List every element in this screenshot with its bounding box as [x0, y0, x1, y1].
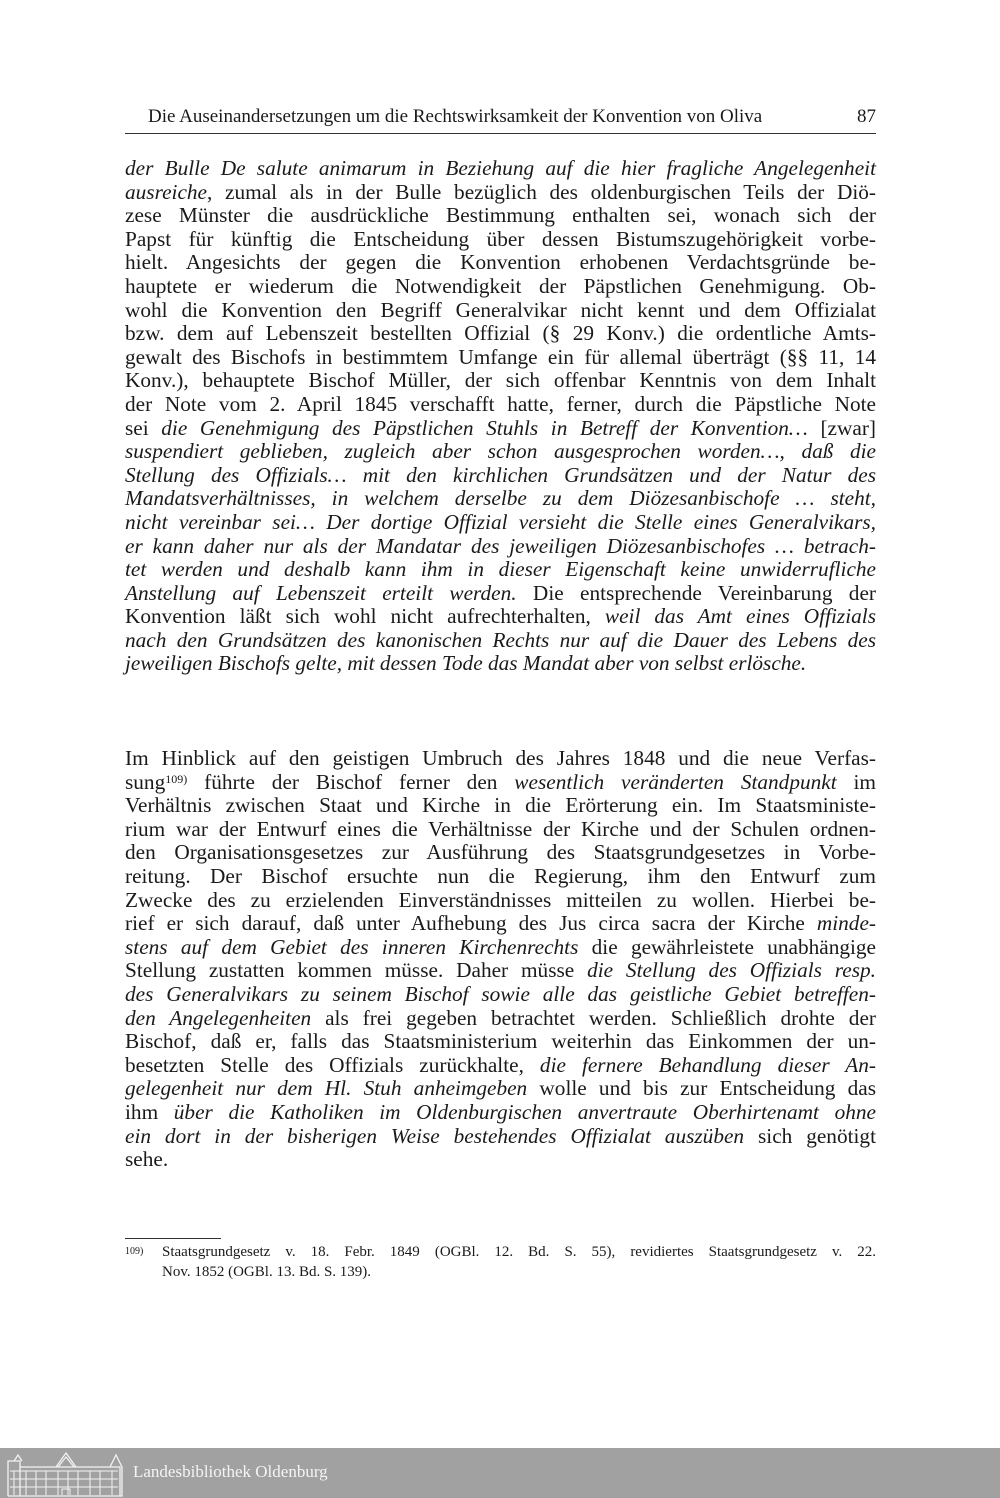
text-line [125, 959, 876, 983]
text-line [125, 204, 876, 228]
text-line [125, 393, 876, 417]
text: , zumal als in der Bulle bezüglich des oldenburgischen Teils der Diö- [207, 179, 876, 204]
text: Die entsprechende Vereinbarung der [516, 580, 876, 605]
running-header [148, 106, 876, 130]
text: Verhältnis zwischen Staat und Kirche in die Erörterung ein. Im Staatsministe- [125, 793, 876, 818]
text: besetzten Stelle des Offizials zurückhalte, [125, 1052, 540, 1077]
text: Stellung zustatten kommen müsse. Daher müsse [125, 958, 588, 983]
text: [zwar] [807, 415, 877, 440]
text-line [125, 1007, 876, 1031]
italic-text: gelegenheit nur dem Hl. Stuh anheimgeben [125, 1076, 528, 1101]
text-line [125, 605, 876, 629]
text: gewalt des Bischofs in bestimmtem Umfange ein für allemal überträgt (§§ 11, 14 [125, 344, 876, 369]
italic-text: tet werden und deshalb kann ihm in dieser Eigenschaft keine unwiderrufliche [125, 557, 876, 582]
text: rium war der Entwurf eines die Verhältnisse der Kirche und der Schulen ordnen- [125, 816, 876, 841]
italic-text: die fernere Behandlung dieser An- [539, 1052, 876, 1077]
text: Bischof, daß er, falls das Staatsministerium weiterhin das Einkommen der un- [125, 1029, 876, 1054]
italic-text: nach den Grundsätzen des kanonischen Rechts nur auf die Dauer des Lebens des [125, 627, 876, 652]
text: Konv.), behauptete Bischof Müller, der sich offenbar Kenntnis von dem Inhalt [125, 368, 876, 393]
text-line [125, 1125, 876, 1149]
italic-text: weil das Amt eines Offizials [604, 604, 876, 629]
italic-text: Anstellung auf Lebenszeit erteilt werden. [125, 580, 517, 605]
text-line [125, 369, 876, 393]
footnote-rule [125, 1238, 221, 1239]
text-line [125, 794, 876, 818]
italic-text: den Angelegenheiten [125, 1005, 312, 1030]
italic-text: er kann daher nur als der Mandatar des jeweiligen Diözesanbischofes … betrach- [125, 533, 876, 558]
text: hielt. Angesichts der gegen die Konvention erhobenen Verdachtsgründe be- [125, 250, 876, 275]
text: zese Münster die ausdrückliche Bestimmung enthalten sei, wonach sich der [125, 203, 876, 228]
text: sung [125, 769, 166, 794]
library-name: Landesbibliothek Oldenburg [133, 1462, 328, 1481]
text: reitung. Der Bischof ersuchte nun die Regierung, ihm den Entwurf zum [125, 863, 876, 888]
text-line [125, 228, 876, 252]
italic-text: der Bulle De salute animarum in Beziehung auf die hier fragliche Angelegenheit [125, 156, 876, 180]
text-line [125, 983, 876, 1007]
paragraph [125, 157, 876, 676]
text-line [125, 440, 876, 464]
text-line [125, 535, 876, 559]
library-building-icon [6, 1449, 126, 1497]
italic-text: jeweiligen Bischofs gelte, mit dessen Tode das Mandat aber von selbst erlösche. [125, 651, 807, 676]
text: im [836, 769, 877, 794]
text-line [125, 1148, 876, 1172]
library-footer-bar [0, 1448, 1000, 1498]
text: den Organisationsgesetzes zur Ausführung des Staatsgrundgesetzes in Vorbe- [125, 840, 876, 865]
text: die gewährleistete unabhängige [578, 934, 877, 959]
text: bzw. dem auf Lebenszeit bestellten Offizial (§ 29 Konv.) die ordentliche Amts- [125, 321, 876, 346]
italic-text: die Genehmigung des Päpstlichen Stuhls in Betreff der Konvention… [161, 415, 808, 440]
text-line [125, 322, 876, 346]
text: sehe. [125, 1147, 169, 1172]
text: der Note vom 2. April 1845 verschafft hatte, ferner, durch die Päpstliche Note [125, 391, 876, 416]
text-line [125, 417, 876, 441]
italic-text: Stellung des Offizials… mit den kirchlichen Grundsätzen und der Natur des [125, 462, 876, 487]
text: Papst für künftig die Entscheidung über dessen Bistumszugehörigkeit vorbe- [125, 226, 876, 251]
text: Im Hinblick auf den geistigen Umbruch des Jahres 1848 und die neue Verfas- [125, 746, 876, 770]
italic-text: ein dort in der bisherigen Weise bestehendes Offizialat auszüben [125, 1123, 745, 1148]
italic-text: ausreiche [125, 179, 208, 204]
text: führte der Bischof ferner den [187, 769, 515, 794]
footnote-reference: 109) [165, 771, 188, 786]
footnote-line: Nov. 1852 (OGBl. 13. Bd. S. 139). [162, 1264, 372, 1280]
text-line [125, 251, 876, 275]
italic-text: Mandatsverhältnisses, in welchem derselbe zu dem Diözesanbischofe … steht, [125, 486, 876, 511]
text-line [125, 346, 876, 370]
text-line [125, 912, 876, 936]
text-line [125, 511, 876, 535]
text-line [125, 629, 876, 653]
text-line [125, 818, 876, 842]
header-rule [125, 133, 876, 134]
text-line [125, 652, 876, 676]
text-line [125, 1077, 876, 1101]
text-line [125, 747, 876, 771]
footnote-line: Staatsgrundgesetz v. 18. Febr. 1849 (OGBl. 12. Bd. S. 55), revidiertes Staatsgrundgesetz v. 22. [162, 1244, 876, 1260]
text: rief er sich darauf, daß unter Aufhebung des Jus circa sacra der Kirche [125, 911, 817, 936]
italic-text: minde- [816, 911, 876, 936]
text: Konvention läßt sich wohl nicht aufrechterhalten, [125, 604, 605, 629]
text-line [125, 299, 876, 323]
text: Zwecke des zu erzielenden Einverständnisses mitteilen zu wollen. Hierbei be- [125, 887, 876, 912]
text-line [125, 464, 876, 488]
running-title: Die Auseinandersetzungen um die Rechtswirksamkeit der Konvention von Oliva [148, 106, 763, 127]
text-line [125, 889, 876, 913]
text: sei [125, 415, 162, 440]
italic-text: des Generalvikars zu seinem Bischof sowie alle das geistliche Gebiet betreffen- [125, 981, 876, 1006]
page-number: 87 [857, 106, 876, 127]
text-line [125, 936, 876, 960]
italic-text: suspendiert geblieben, zugleich aber schon ausgesprochen worden…, daß die [125, 439, 876, 464]
text-line [125, 771, 876, 795]
text-line [125, 157, 876, 181]
italic-text: nicht vereinbar sei… Der dortige Offizial versieht die Stelle eines Generalvikars, [125, 509, 876, 534]
paragraph [125, 747, 876, 1172]
italic-text: die Stellung des Offizials resp. [587, 958, 877, 983]
text-line [125, 1101, 876, 1125]
text: hauptete er wiederum die Notwendigkeit der Päpstlichen Genehmigung. Ob- [125, 273, 876, 298]
italic-text: stens auf dem Gebiet des inneren Kirchenrechts [125, 934, 579, 959]
text-line [125, 865, 876, 889]
text-line [125, 1030, 876, 1054]
text: als frei gegeben betrachtet werden. Schließlich drohte der [311, 1005, 876, 1030]
text: sich genötigt [744, 1123, 876, 1148]
text-line [125, 487, 876, 511]
footnote-mark: 109) [125, 1246, 144, 1257]
text-line [125, 582, 876, 606]
text-line [125, 275, 876, 299]
text: wolle und bis zur Entscheidung das [527, 1076, 876, 1101]
text-line [125, 841, 876, 865]
text: wohl die Konvention den Begriff Generalvikar nicht kennt und dem Offizialat [125, 297, 876, 322]
italic-text: wesentlich veränderten Standpunkt [514, 769, 837, 794]
italic-text: über die Katholiken im Oldenburgischen anvertraute Oberhirtenamt ohne [173, 1099, 876, 1124]
text-line [125, 558, 876, 582]
text: ihm [125, 1099, 174, 1124]
text-line [125, 1054, 876, 1078]
text-line [125, 181, 876, 205]
footnote [125, 1242, 876, 1282]
